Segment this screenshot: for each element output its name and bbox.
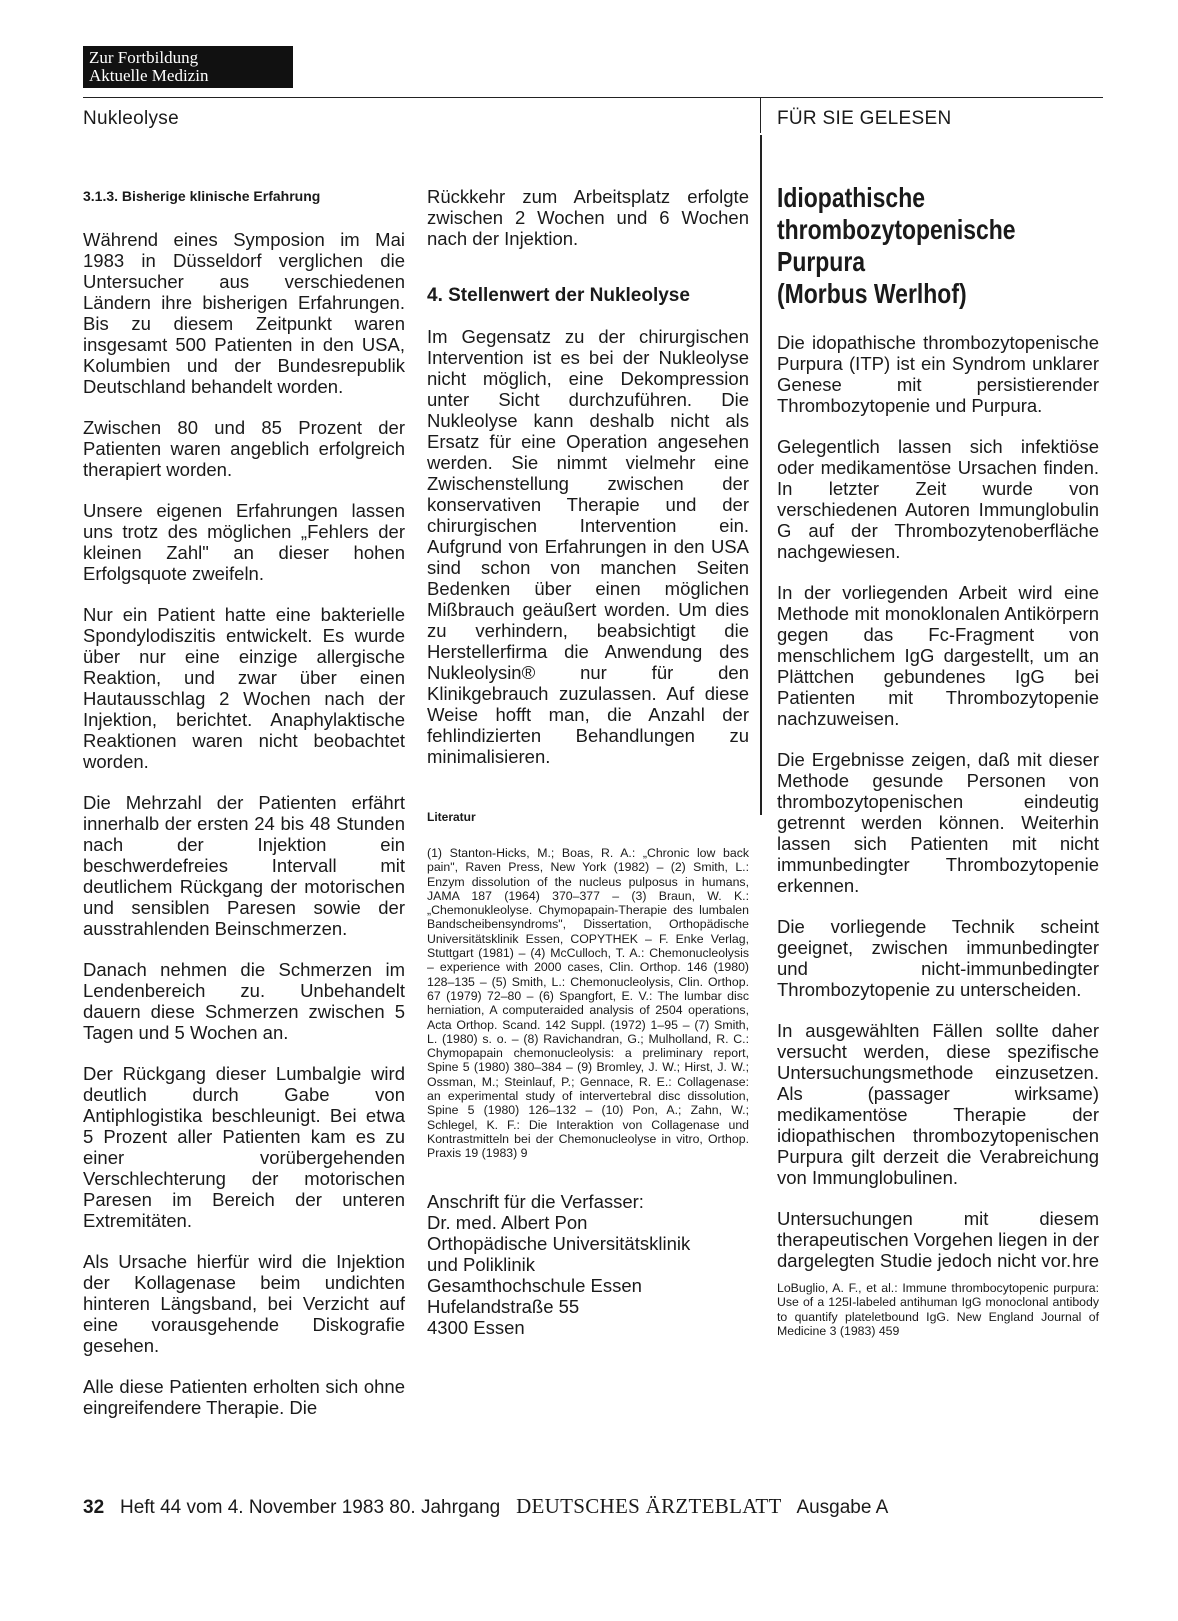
col3-paragraph: Die vorliegende Technik scheint geeignet, zwischen immunbedingter und nicht-immunbedingter Thrombozytopenie zu unterscheiden. — [777, 916, 1099, 1000]
article-reference: LoBuglio, A. F., et al.: Immune thrombocytopenic purpura: Use of a 125I-labeled antihuman IgG monoclonal antibody to quantify plateletbound IgG. New England Journal of Medicine 3 (1983) 459 — [777, 1281, 1099, 1338]
title-line: (Morbus Werlhof) — [777, 278, 967, 309]
address-line: und Poliklinik — [427, 1253, 535, 1275]
col3-last-paragraph — [777, 1208, 1099, 1271]
column-1 — [83, 186, 405, 1438]
address-line: Anschrift für die Verfasser: — [427, 1190, 644, 1212]
right-running-head: FÜR SIE GELESEN — [777, 108, 952, 129]
article-title — [777, 182, 1105, 310]
header-rule — [83, 97, 1103, 98]
issue-info: Heft 44 vom 4. November 1983 80. Jahrgang — [119, 1497, 501, 1518]
address-line: Gesamthochschule Essen — [427, 1274, 642, 1296]
col3-paragraph: In der vorliegenden Arbeit wird eine Methode mit monoklonalen Antikörpern gegen das Fc-Fragment von menschlichem IgG dargestellt, um an Plättchen gebundenes IgG bei Patienten mit Thrombozytopenie nachzuweisen. — [777, 582, 1099, 729]
address-line: Orthopädische Universitätsklinik — [427, 1232, 691, 1254]
literature-list: (1) Stanton-Hicks, M.; Boas, R. A.: „Chronic low back pain", Raven Press, New York (1982) – (2) Smith, L.: Enzym dissolution of the nucleus pulposus in humans, JAMA 187 (1964) 370–377 – (3) Braun, W. K.: „Chemonukleolyse. Chymopapain-Therapie des lumbalen Bandscheibensyndroms", Dissertation, Orthopädische Universitätsklinik Essen, COPYTHEK – F. Enke Verlag, Stuttgart (1981) – (4) McCulloch, T. A.: Chemonucleolysis – experience with 2000 cases, Clin. Orthop. 146 (1980) 128–135 – (5) Smith, L.: Chemonucleolysis, Clin. Orthop. 67 (1979) 72–80 – (6) Spangfort, E. V.: The lumbar disc herniation, A computeraided analysis of 2504 operations, Acta Orthop. Scand. 142 Suppl. (1972) 1–95 – (7) Smith, L. (1980) s. o. – (8) Ravichandran, G.; Mulholland, R. C.: Chymopapain chemonucleolysis: a preliminary report, Spine 5 (1980) 380–384 – (9) Bromley, J. W.; Hirst, J. W.; Ossman, M.; Steinlauf, P.; Gennace, R. E.: Collagenase: an experimental study of intervertebral disc dissolution, Spine 5 (1980) 126–132 – (10) Pon, A.; Zahn, W.; Schlegel, K. F.: Die Interaktion von Collagenase und Kontrastmitteln bei der Chemonucleolyse in vitro, Orthop. Praxis 19 (1983) 9 — [427, 846, 749, 1161]
col3-last-text: Untersuchungen mit diesem therapeutischen Vorgehen liegen in der dargelegten Studie jedoch nicht vor. — [777, 1208, 1099, 1271]
literature-heading: Literatur — [427, 810, 476, 824]
page-footer — [83, 1494, 888, 1519]
title-line: Idiopathische — [777, 182, 925, 213]
edition: Ausgabe A — [796, 1497, 889, 1518]
address-line: 4300 Essen — [427, 1316, 525, 1338]
col1-paragraph: Nur ein Patient hatte eine bakterielle Spondylodiszitis entwickelt. Es wurde über nur eine einzige allergische Reaktion, und zwar über einen Hautausschlag 2 Wochen nach der Injektion, berichtet. Anaphylaktische Reaktionen waren nicht beobachtet worden. — [83, 604, 405, 772]
col1-paragraph: Die Mehrzahl der Patienten erfährt innerhalb der ersten 24 bis 48 Stunden nach der Injektion ein beschwerdefreies Intervall mit deutlichem Rückgang der motorischen und sensiblen Paresen sowie der ausstrahlenden Beinschmerzen. — [83, 792, 405, 939]
col3-paragraph: In ausgewählten Fällen sollte daher versucht werden, diese spezifische Untersuchungsmethode einzusetzen. Als (passager wirksame) medikamentöse Therapie der idiopathischen thrombozytopenischen Purpura gilt derzeit die Verabreichung von Immunglobulinen. — [777, 1020, 1099, 1188]
masthead: DEUTSCHES ÄRZTEBLATT — [516, 1494, 782, 1518]
col1-paragraph: Während eines Symposion im Mai 1983 in Düsseldorf verglichen die Untersucher aus verschiedenen Ländern ihre bisherigen Erfahrungen. Bis zu diesem Zeitpunkt waren insgesamt 500 Patienten in den USA, Kolumbien und der Bundesrepublik Deutschland behandelt worden. — [83, 229, 405, 397]
column-2 — [427, 186, 749, 1338]
col1-paragraph: Alle diese Patienten erholten sich ohne eingreifendere Therapie. Die — [83, 1376, 405, 1418]
col3-paragraph: Die Ergebnisse zeigen, daß mit dieser Methode gesunde Personen von thrombozytopenischen eindeutig getrennt werden können. Weiterhin lassen sich Patienten mit nicht immunbedingter Thrombozytopenie erkennen. — [777, 749, 1099, 896]
address-line: Dr. med. Albert Pon — [427, 1211, 588, 1233]
author-address — [427, 1191, 749, 1338]
address-line: Hufelandstraße 55 — [427, 1295, 580, 1317]
column-3 — [777, 182, 1099, 1338]
section-heading-3-1-3: 3.1.3. Bisherige klinische Erfahrung — [83, 188, 321, 204]
title-line: Purpura — [777, 246, 866, 277]
section-badge — [83, 46, 293, 88]
section-heading-4: 4. Stellenwert der Nukleolyse — [427, 285, 690, 306]
left-running-head: Nukleolyse — [83, 108, 179, 129]
col3-paragraph: Die idopathische thrombozytopenische Purpura (ITP) ist ein Syndrom unklarer Genese mit persistierender Thrombozytopenie und Purpura. — [777, 332, 1099, 416]
author-initials: hre — [1072, 1250, 1099, 1271]
col1-paragraph: Als Ursache hierfür wird die Injektion der Kollagenase beim undichten hinteren Längsband, bei Verzicht auf eine vorausgehende Diskografie gesehen. — [83, 1251, 405, 1356]
title-line: thrombozytopenische — [777, 214, 1016, 245]
col1-paragraph: Der Rückgang dieser Lumbalgie wird deutlich durch Gabe von Antiphlogistika beschleunigt. Bei etwa 5 Prozent aller Patienten kam es zu einer vorübergehenden Verschlechterung der motorischen Paresen im Bereich der unteren Extremitäten. — [83, 1063, 405, 1231]
header-divider — [760, 97, 761, 133]
col2-paragraph: Im Gegensatz zu der chirurgischen Intervention ist es bei der Nukleolyse nicht möglich, eine Dekompression unter Sicht durchzuführen. Die Nukleolyse kann deshalb nicht als Ersatz für eine Operation angesehen werden. Sie nimmt vielmehr eine Zwischenstellung zwischen der konservativen Therapie und der chirurgischen Intervention ein. Aufgrund von Erfahrungen in den USA sind schon von manchen Seiten Bedenken über einen möglichen Mißbrauch geäußert worden. Um dies zu verhindern, beabsichtigt die Herstellerfirma die Anwendung des Nukleolysin® nur für den Klinikgebrauch zuzulassen. Auf diese Weise hofft man, die Anzahl der fehlindizierten Behandlungen zu minimalisieren. — [427, 326, 749, 767]
page-number: 32 — [83, 1497, 105, 1518]
col1-paragraph: Danach nehmen die Schmerzen im Lendenbereich zu. Unbehandelt dauern diese Schmerzen zwischen 5 Tagen und 5 Wochen an. — [83, 959, 405, 1043]
col2-intro: Rückkehr zum Arbeitsplatz erfolgte zwischen 2 Wochen und 6 Wochen nach der Injektion. — [427, 186, 749, 249]
col1-paragraph: Unsere eigenen Erfahrungen lassen uns trotz des möglichen „Fehlers der kleinen Zahl" an dieser hohen Erfolgsquote zweifeln. — [83, 500, 405, 584]
badge-line-1: Zur Fortbildung — [89, 48, 199, 67]
badge-line-2: Aktuelle Medizin — [89, 66, 209, 85]
column-rule — [760, 135, 762, 815]
col3-paragraph: Gelegentlich lassen sich infektiöse oder medikamentöse Ursachen finden. In letzter Zeit wurde von verschiedenen Autoren Immunglobulin G auf der Thrombozytenoberfläche nachgewiesen. — [777, 436, 1099, 562]
col1-paragraph: Zwischen 80 und 85 Prozent der Patienten waren angeblich erfolgreich therapiert worden. — [83, 417, 405, 480]
